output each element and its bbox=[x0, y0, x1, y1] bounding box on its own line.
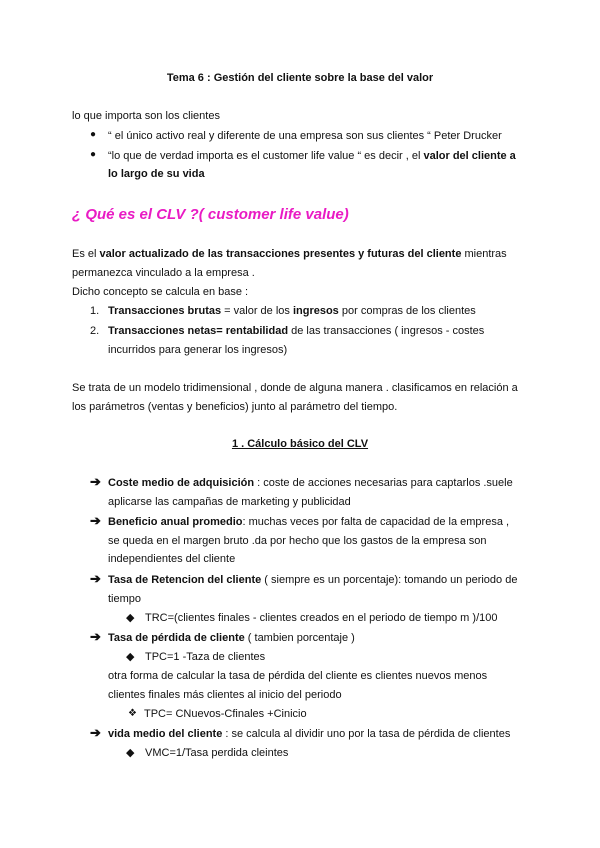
formula-tpc: TPC=1 -Taza de clientes bbox=[145, 651, 266, 663]
item-retencion-cont: tiempo bbox=[108, 593, 142, 605]
numbered-item-2-cont: incurridos para generar los ingresos) bbox=[108, 344, 288, 356]
arrow-icon: ➔ bbox=[90, 725, 101, 740]
intro-lead: lo que importa son los clientes bbox=[72, 110, 220, 122]
item-beneficio-cont-1: se queda en el margen bruto .da por hecho que los gastos de la empresa son bbox=[108, 535, 487, 547]
item-coste-cont: aplicarse las campañas de marketing y publicidad bbox=[108, 496, 351, 508]
item-perdida: Tasa de pérdida de cliente ( tambien porcentaje ) bbox=[108, 632, 355, 644]
item-beneficio-cont-2: independientes del cliente bbox=[108, 553, 236, 565]
formula-vmc: VMC=1/Tasa perdida cleintes bbox=[145, 747, 289, 759]
item-perdida-cont-1: otra forma de calcular la tasa de pérdida del cliente es clientes nuevos menos bbox=[108, 670, 488, 682]
definition-line-1: Es el valor actualizado de las transacciones presentes y futuras del cliente mientras bbox=[72, 248, 507, 260]
star-icon: ❖ bbox=[128, 708, 137, 719]
intro-bullet-2-cont: lo largo de su vida bbox=[108, 168, 205, 180]
item-beneficio: Beneficio anual promedio: muchas veces por falta de capacidad de la empresa , bbox=[108, 516, 510, 528]
formula-tpc-2: TPC= CNuevos-Cfinales +Cinicio bbox=[144, 708, 307, 720]
arrow-icon: ➔ bbox=[90, 629, 101, 644]
item-retencion: Tasa de Retencion del cliente ( siempre es un porcentaje): tomando un periodo de bbox=[108, 574, 518, 586]
arrow-icon: ➔ bbox=[90, 571, 101, 586]
paragraph-line-1: Se trata de un modelo tridimensional , donde de alguna manera . clasificamos en relación a bbox=[72, 382, 518, 394]
item-coste: Coste medio de adquisición : coste de acciones necesarias para captarlos .suele bbox=[108, 477, 513, 489]
intro-bullet-1: “ el único activo real y diferente de una empresa son sus clientes “ Peter Drucker bbox=[108, 130, 502, 142]
page-title: Tema 6 : Gestión del cliente sobre la base del valor bbox=[166, 72, 434, 84]
arrow-icon: ➔ bbox=[90, 513, 101, 528]
definition-line-2: permanezca vinculado a la empresa . bbox=[72, 267, 255, 279]
item-perdida-cont-2: clientes finales más clientes al inicio del periodo bbox=[108, 689, 342, 701]
diamond-icon: ◆ bbox=[126, 651, 135, 663]
diamond-icon: ◆ bbox=[126, 612, 135, 624]
arrow-icon: ➔ bbox=[90, 474, 101, 489]
paragraph-line-2: los parámetros (ventas y beneficios) junto al parámetro del tiempo. bbox=[72, 401, 398, 413]
numbered-marker-1: 1. bbox=[90, 305, 100, 317]
definition-line-3: Dicho concepto se calcula en base : bbox=[72, 286, 249, 298]
numbered-item-1: Transacciones brutas = valor de los ingresos por compras de los clientes bbox=[108, 305, 476, 317]
bullet-icon: ● bbox=[90, 129, 97, 140]
item-vida: vida medio del cliente : se calcula al dividir uno por la tasa de pérdida de clientes bbox=[108, 728, 511, 740]
numbered-marker-2: 2. bbox=[90, 325, 100, 337]
numbered-item-2: Transacciones netas= rentabilidad de las transacciones ( ingresos - costes bbox=[108, 325, 485, 337]
clv-heading: ¿ Qué es el CLV ?( customer life value) bbox=[72, 206, 349, 223]
bullet-icon: ● bbox=[90, 149, 97, 160]
intro-bullet-2: “lo que de verdad importa es el customer life value “ es decir , el valor del cliente a bbox=[108, 150, 516, 162]
diamond-icon: ◆ bbox=[126, 747, 135, 759]
section-heading: 1 . Cálculo básico del CLV bbox=[231, 438, 369, 450]
formula-trc: TRC=(clientes finales - clientes creados en el periodo de tiempo m )/100 bbox=[145, 612, 498, 624]
